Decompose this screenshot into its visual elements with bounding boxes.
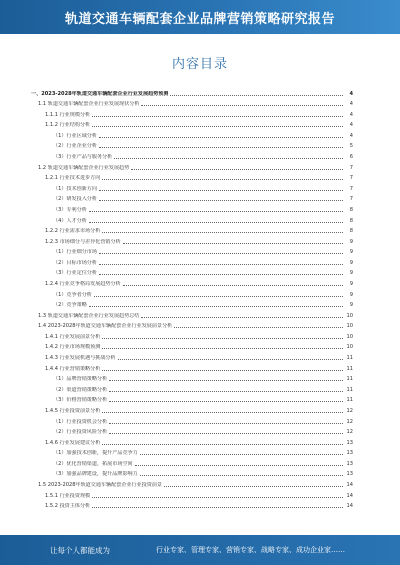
toc-entry-title: （2）目标市场分析 — [53, 259, 97, 266]
toc-entry-title: 1.4.1 行业发展前景分析 — [45, 333, 101, 340]
toc-entry[interactable] — [31, 276, 353, 287]
toc-leader-dots — [109, 422, 343, 424]
toc-entry[interactable] — [31, 234, 353, 245]
toc-entry-page-number: 4 — [349, 111, 353, 118]
toc-entry-title: 1.4.6 行业发展建议分析 — [45, 439, 101, 446]
footer-slogan: 让每个人都能成为 — [50, 545, 110, 555]
toc-leader-dots — [140, 474, 343, 476]
toc-entry-title: （4）人才分析 — [53, 217, 87, 224]
toc-leader-dots — [92, 496, 343, 498]
toc-entry-title: 1.5.1 行业投资规模 — [45, 492, 91, 499]
toc-entry[interactable] — [31, 488, 353, 499]
toc-entry-title: 1.2 轨道交通车辆配套企业行业发展趋势 — [38, 164, 130, 171]
toc-leader-dots — [92, 115, 343, 117]
toc-entry-title: 1.4.2 行业市场规模预测 — [45, 344, 101, 351]
toc-leader-dots — [102, 443, 343, 445]
toc-entry-title: 1.5.2 投资主体分析 — [45, 503, 91, 510]
toc-entry-page-number: 13 — [346, 439, 353, 446]
toc-entry[interactable] — [31, 298, 353, 309]
toc-entry[interactable] — [31, 86, 353, 97]
toc-entry-title: （2）行业投资风险分析 — [53, 429, 108, 436]
toc-entry[interactable] — [31, 393, 353, 404]
toc-entry[interactable] — [31, 287, 353, 298]
toc-entry[interactable] — [31, 350, 353, 361]
toc-entry[interactable] — [31, 181, 353, 192]
toc-entry[interactable] — [31, 266, 353, 277]
toc-entry-page-number: 9 — [349, 238, 353, 245]
toc-entry-title: （2）渠道营销策略分析 — [53, 386, 108, 393]
toc-entry[interactable] — [31, 414, 353, 425]
toc-leader-dots — [131, 168, 343, 170]
toc-entry-title: （3）行业产品与服务分析 — [53, 154, 113, 161]
toc-entry-title: 1.1.2 行业结构分析 — [45, 122, 91, 129]
toc-entry[interactable] — [31, 308, 353, 319]
toc-entry[interactable] — [31, 255, 353, 266]
toc-entry[interactable] — [31, 425, 353, 436]
toc-entry[interactable] — [31, 128, 353, 139]
toc-entry-page-number: 8 — [349, 228, 353, 235]
toc-entry-page-number: 9 — [349, 291, 353, 298]
toc-entry[interactable] — [31, 202, 353, 213]
toc-leader-dots — [141, 104, 343, 106]
toc-entry-title: 1.2.3 市场细分与差异化营销分析 — [45, 238, 121, 245]
toc-leader-dots — [109, 432, 343, 434]
toc-entry-page-number: 7 — [349, 185, 353, 192]
toc-entry[interactable] — [31, 107, 353, 118]
toc-entry-page-number: 7 — [349, 175, 353, 182]
toc-entry-title: 1.4.5 行业投资前景分析 — [45, 407, 101, 414]
toc-entry-page-number: 10 — [346, 333, 353, 340]
toc-leader-dots — [123, 242, 343, 244]
toc-entry-title: 1.2.4 行业竞争格局发展趋势分析 — [45, 280, 121, 287]
report-header-banner — [0, 0, 400, 34]
toc-entry-title: 1.3 轨道交通车辆配套企业行业发展趋势总结 — [38, 312, 140, 319]
toc-entry-title: 1.4.3 行业发展机遇与挑战分析 — [45, 355, 116, 362]
toc-entry-title: 1.1.1 行业规模分析 — [45, 111, 91, 118]
toc-entry[interactable] — [31, 139, 353, 150]
toc-entry-page-number: 10 — [346, 312, 353, 319]
toc-entry-title: （3）专利分析 — [53, 206, 87, 213]
toc-entry-page-number: 7 — [349, 196, 353, 203]
toc-entry-title: （1）行业投资机会分析 — [53, 418, 108, 425]
toc-entry-title: （1）技术创新方向 — [53, 185, 97, 192]
toc-leader-dots — [170, 94, 343, 96]
toc-entry-page-number: 14 — [346, 503, 353, 510]
toc-leader-dots — [89, 305, 343, 307]
toc-leader-dots — [102, 369, 343, 371]
toc-entry[interactable] — [31, 446, 353, 457]
toc-entry-title: 1.4 2023-2028年轨道交通车辆配套企业行业发展前景分析 — [38, 323, 173, 330]
toc-entry[interactable] — [31, 149, 353, 160]
toc-entry-page-number: 9 — [349, 302, 353, 309]
toc-leader-dots — [135, 464, 343, 466]
toc-leader-dots — [92, 506, 343, 508]
toc-leader-dots — [99, 199, 343, 201]
toc-entry[interactable] — [31, 319, 353, 330]
toc-entry-page-number: 6 — [349, 154, 353, 161]
toc-entry[interactable] — [31, 361, 353, 372]
toc-entry-title: 一、2023-2028年轨道交通车辆配套企业行业发展趋势预测 — [31, 90, 169, 97]
toc-leader-dots — [114, 157, 343, 159]
report-footer-banner — [0, 535, 400, 565]
toc-entry-page-number: 9 — [349, 249, 353, 256]
toc-entry-page-number: 9 — [349, 259, 353, 266]
toc-entry[interactable] — [31, 435, 353, 446]
toc-entry-title: （3）行业定位分析 — [53, 270, 97, 277]
toc-entry[interactable] — [31, 245, 353, 256]
toc-entry-page-number: 4 — [349, 122, 353, 129]
toc-entry[interactable] — [31, 224, 353, 235]
toc-entry-page-number: 12 — [346, 429, 353, 436]
toc-leader-dots — [99, 252, 343, 254]
toc-entry-title: 1.2.1 行业技术进步方向 — [45, 175, 101, 182]
toc-entry[interactable] — [31, 382, 353, 393]
toc-entry-title: （1）加强技术创新，提升产品竞争力 — [53, 450, 138, 457]
toc-leader-dots — [140, 453, 343, 455]
toc-entry-page-number: 4 — [349, 132, 353, 139]
report-title: 轨道交通车辆配套企业品牌营销策略研究报告 — [64, 11, 335, 27]
toc-entry-page-number: 11 — [346, 386, 353, 393]
toc-heading: 内容目录 — [171, 57, 228, 72]
toc-leader-dots — [109, 379, 343, 381]
toc-entry-page-number: 14 — [346, 492, 353, 499]
toc-leader-dots — [118, 358, 343, 360]
toc-entry-title: 1.2.2 行业需求市场分析 — [45, 228, 101, 235]
toc-entry-title: （1）品牌营销策略分析 — [53, 376, 108, 383]
toc-entry-page-number: 11 — [346, 355, 353, 362]
toc-entry[interactable] — [31, 456, 353, 467]
toc-entry-title: （2）研发投入分析 — [53, 196, 97, 203]
toc-leader-dots — [102, 178, 343, 180]
toc-leader-dots — [174, 326, 343, 328]
toc-entry-title: 1.5 2023-2028年轨道交通车辆配套企业行业投资前景 — [38, 481, 163, 488]
toc-entry-page-number: 13 — [346, 460, 353, 467]
toc-entry-page-number: 14 — [346, 481, 353, 488]
toc-entry-page-number: 13 — [346, 450, 353, 457]
toc-entry-title: （2）竞争策略 — [53, 302, 87, 309]
toc-leader-dots — [102, 411, 343, 413]
toc-leader-dots — [102, 337, 343, 339]
toc-entry-page-number: 8 — [349, 206, 353, 213]
toc-entry-page-number: 10 — [346, 344, 353, 351]
toc-entry-page-number: 13 — [346, 471, 353, 478]
toc-entry-page-number: 9 — [349, 270, 353, 277]
toc-entry-page-number: 5 — [349, 143, 353, 150]
toc-entry-title: （3）价格营销策略分析 — [53, 397, 108, 404]
toc-entry-page-number: 4 — [349, 101, 353, 108]
toc-entry[interactable] — [31, 118, 353, 129]
toc-entry-page-number: 12 — [346, 407, 353, 414]
toc-leader-dots — [109, 400, 343, 402]
toc-entry-page-number: 11 — [346, 376, 353, 383]
toc-entry-page-number: 9 — [349, 280, 353, 287]
table-of-contents — [31, 86, 353, 509]
toc-leader-dots — [164, 485, 343, 487]
toc-entry[interactable] — [31, 97, 353, 108]
toc-entry-page-number: 7 — [349, 164, 353, 171]
toc-entry[interactable] — [31, 477, 353, 488]
toc-entry-page-number: 8 — [349, 217, 353, 224]
toc-entry[interactable] — [31, 171, 353, 182]
toc-entry-title: 1.1 轨道交通车辆配套企业行业发展现状分析 — [38, 101, 140, 108]
toc-entry-title: （3）加强品牌建设，提升品牌影响力 — [53, 471, 138, 478]
toc-entry[interactable] — [31, 499, 353, 510]
toc-leader-dots — [109, 390, 343, 392]
toc-leader-dots — [99, 263, 343, 265]
toc-leader-dots — [102, 347, 343, 349]
toc-leader-dots — [141, 316, 343, 318]
toc-leader-dots — [89, 221, 343, 223]
toc-entry[interactable] — [31, 403, 353, 414]
toc-entry-page-number: 10 — [346, 323, 353, 330]
toc-entry[interactable] — [31, 340, 353, 351]
toc-leader-dots — [99, 273, 343, 275]
toc-entry-title: （2）优化营销渠道，拓展市场空间 — [53, 460, 133, 467]
toc-leader-dots — [89, 210, 343, 212]
toc-entry[interactable] — [31, 372, 353, 383]
footer-tagline: 行业专家、管理专家、营销专家、战略专家、成功企业家…… — [156, 546, 345, 554]
toc-leader-dots — [123, 284, 343, 286]
toc-leader-dots — [99, 146, 343, 148]
toc-entry-title: （2）行业企业分析 — [53, 143, 97, 150]
toc-entry-page-number: 4 — [349, 90, 353, 97]
toc-leader-dots — [92, 125, 343, 127]
toc-leader-dots — [99, 136, 343, 138]
toc-entry[interactable] — [31, 329, 353, 340]
toc-entry-page-number: 12 — [346, 418, 353, 425]
toc-entry-title: 1.4.4 行业营销策略分析 — [45, 365, 101, 372]
toc-entry-title: （1）竞争者分析 — [53, 291, 92, 298]
toc-entry-title: （1）行业区域分析 — [53, 132, 97, 139]
toc-entry[interactable] — [31, 467, 353, 478]
toc-leader-dots — [94, 295, 343, 297]
toc-entry-page-number: 11 — [346, 365, 353, 372]
toc-leader-dots — [99, 189, 343, 191]
toc-entry[interactable] — [31, 160, 353, 171]
toc-entry-title: （1）行业细分市场 — [53, 249, 97, 256]
toc-leader-dots — [102, 231, 343, 233]
toc-entry-page-number: 11 — [346, 397, 353, 404]
toc-entry[interactable] — [31, 213, 353, 224]
toc-entry[interactable] — [31, 192, 353, 203]
